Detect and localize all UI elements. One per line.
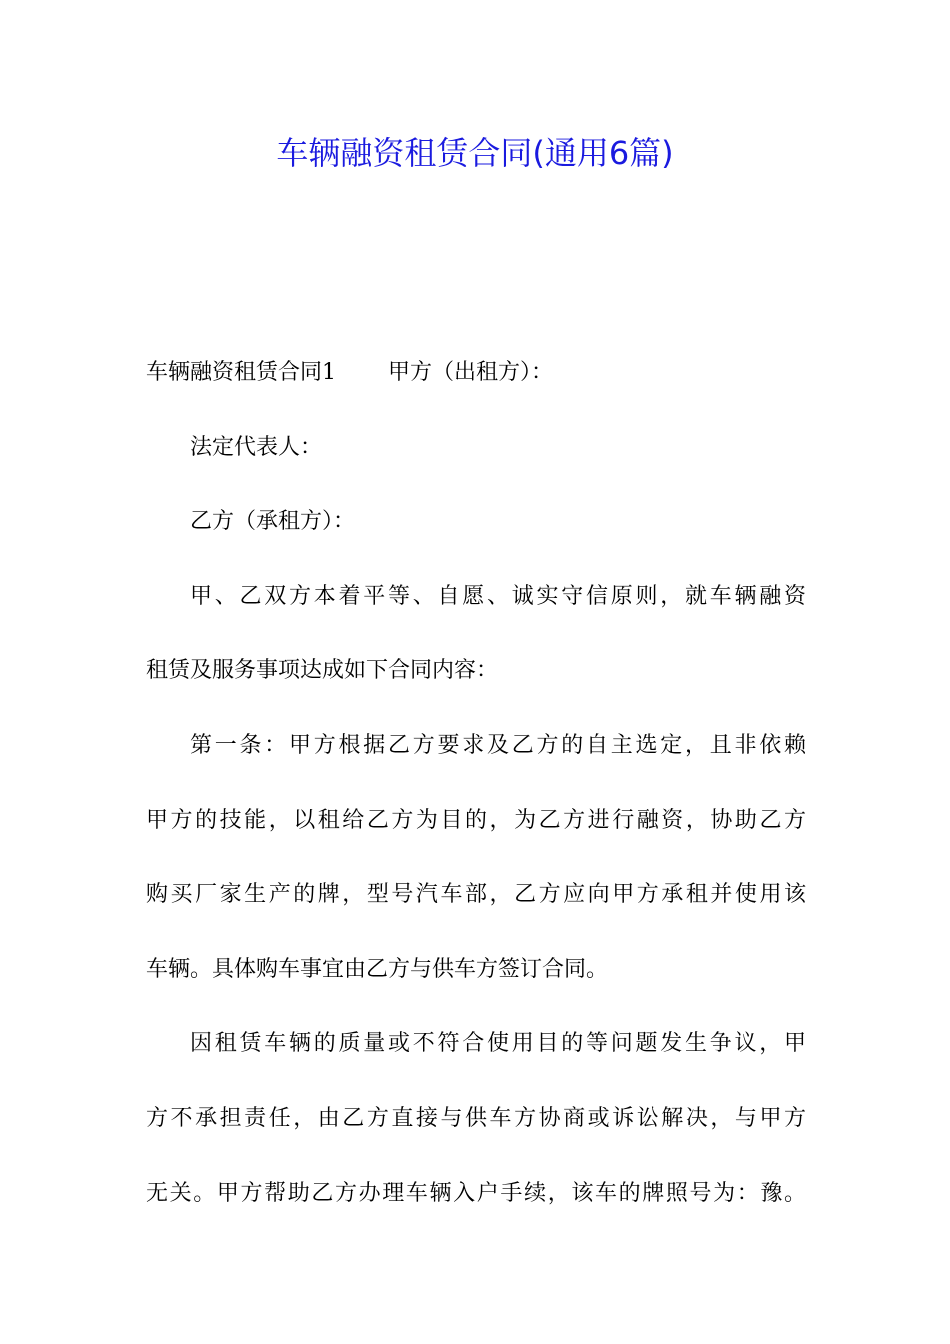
paragraph-line: 无关。甲方帮助乙方办理车辆入户手续，该车的牌照号为：豫。 [146,1180,806,1206]
paragraph-line: 车辆。具体购车事宜由乙方与供车方签订合同。 [146,956,609,982]
paragraph-line: 第一条：甲方根据乙方要求及乙方的自主选定，且非依赖 [190,732,806,758]
document-body [146,336,806,1231]
paragraph-line: 甲、乙双方本着平等、自愿、诚实守信原则，就车辆融资 [190,583,806,609]
paragraph-line: 购买厂家生产的牌，型号汽车部，乙方应向甲方承租并使用该 [146,882,806,908]
section-heading-line [146,336,806,411]
document-title: 车辆融资租赁合同(通用6篇) [276,134,674,172]
section-heading: 车辆融资租赁合同1 [146,360,336,385]
party-b-label: 乙方（承租方）： [190,509,356,535]
paragraph-line: 因租赁车辆的质量或不符合使用目的等问题发生争议，甲 [190,1031,806,1057]
paragraph-line: 租赁及服务事项达成如下合同内容： [146,658,499,684]
legal-rep-label: 法定代表人： [190,434,323,460]
party-a-label: 甲方（出租方）： [388,360,554,385]
paragraph-line: 方不承担责任，由乙方直接与供车方协商或诉讼解决，与甲方 [146,1105,806,1131]
paragraph-line: 甲方的技能，以租给乙方为目的，为乙方进行融资，协助乙方 [146,807,806,833]
